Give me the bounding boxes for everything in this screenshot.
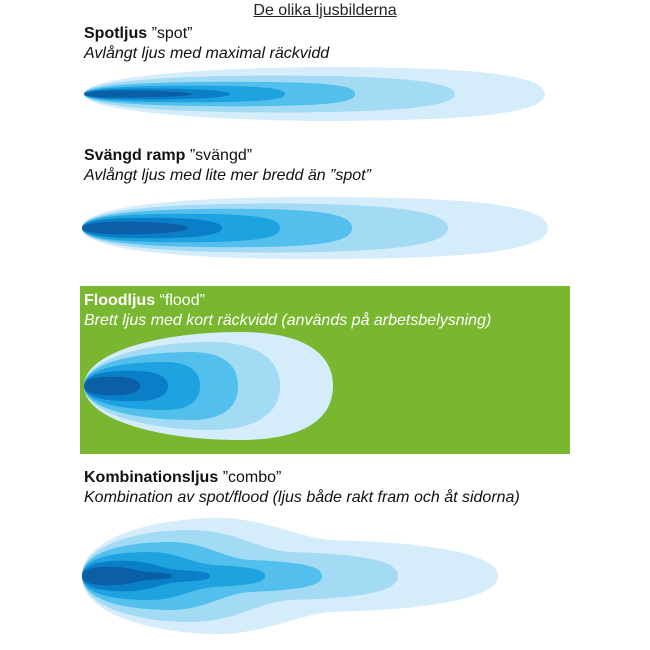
spot-name: Spotljus	[84, 25, 148, 42]
flood-section	[80, 286, 570, 454]
svangd-beam-diagram	[0, 146, 650, 278]
flood-name: Floodljus	[84, 292, 156, 309]
spot-description: Avlångt ljus med maximal räckvidd	[84, 45, 330, 62]
page-title: De olika ljusbilderna	[253, 2, 397, 19]
combo-description: Kombination av spot/flood (ljus både rakt fram och åt sidorna)	[84, 489, 520, 506]
combo-section	[0, 468, 650, 650]
combo-quote: ”combo”	[222, 469, 282, 486]
svangd-quote: ”svängd”	[189, 147, 253, 164]
svangd-name: Svängd ramp	[84, 147, 186, 164]
spot-beam-diagram	[0, 24, 650, 134]
flood-description: Brett ljus med kort räckvidd (används på arbetsbelysning)	[84, 312, 492, 329]
svangd-description: Avlångt ljus med lite mer bredd än ”spot”	[84, 167, 371, 184]
flood-beam-core	[84, 377, 140, 396]
flood-quote: “flood”	[159, 292, 205, 309]
combo-name: Kombinationsljus	[84, 469, 219, 486]
svangd-section	[0, 146, 650, 278]
spot-quote: ”spot”	[151, 25, 193, 42]
spot-section	[0, 24, 650, 134]
flood-beam-diagram	[80, 286, 570, 454]
combo-beam-diagram	[0, 468, 650, 650]
